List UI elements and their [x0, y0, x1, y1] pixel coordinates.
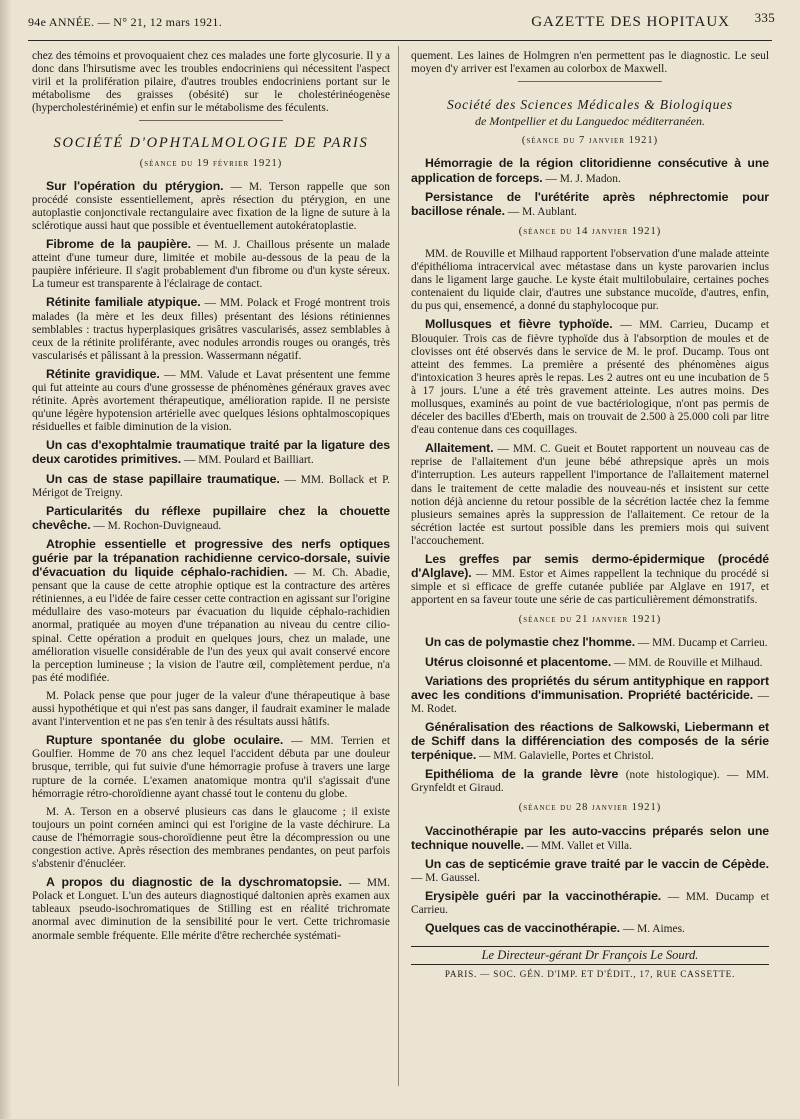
- article-title: Atrophie essentielle et progressive des nerfs optiques guérie par la trépanation rachidienne cervico-dorsale, suivie d'évacuation du liquide céphalo-rachidien.: [32, 536, 390, 580]
- article-entry: [32, 806, 390, 871]
- article-entry: [411, 191, 769, 219]
- article-body: — M. Gaussel.: [411, 871, 480, 884]
- article-entry: [32, 238, 390, 291]
- article-entry: [411, 553, 769, 607]
- article-entry: [32, 473, 390, 500]
- article-title: Un cas d'exophtalmie traumatique traité par la ligature des deux carotides primitives.: [32, 438, 390, 467]
- article-title: Persistance de l'urétérite après néphrectomie pour bacillose rénale.: [411, 189, 769, 218]
- society-subheading: de Montpellier et du Languedoc méditerranéen.: [475, 114, 705, 129]
- article-title: Particularités du réflexe pupillaire chez la chouette chevêche.: [32, 503, 390, 532]
- article-body: M. A. Terson en a observé plusieurs cas dans le glaucome ; il existe toujours un point cornéen aminci qui est l'origine de la vaste déchirure. La cause de l'hémorragie sous-choroïdienne peut être la décompression ou une congestion active. Après résection des membranes pendantes, on peut parfois s'abstenir d'énucléer.: [32, 805, 390, 871]
- article-body: — M. Terson rappelle que son procédé consiste essentiellement, après résection du ptérygion, en une autoplastie conjonctivale rectangulaire avec fixation de la ligne de suture à la sclérotique aussi haut que possible et éventuellement autokératoplastie.: [32, 180, 390, 232]
- article-body: — M. Rodet.: [411, 689, 769, 715]
- article-body: — M. Aimes.: [620, 923, 685, 936]
- printer-line: PARIS. — SOC. GÉN. D'IMP. ET D'ÉDIT., 17, RUE CASSETTE.: [411, 964, 769, 981]
- article-entry: [32, 296, 390, 362]
- running-header: [28, 10, 775, 36]
- article-title: Allaitement.: [425, 441, 494, 456]
- article-body: — MM. Polack et Longuet. L'un des auteurs diagnostiqué daltonien après examen aux tableaux pseudo-isochromatiques de Stilling est en réalité trichromate anormal avec diminution de la sensibilité pour le vert. Cette trichromasie anormale semble fréquente. Elle mérite d'être recherchée systémati-: [32, 877, 390, 942]
- article-title: Vaccinothérapie par les auto-vaccins préparés selon une technique nouvelle.: [411, 823, 769, 852]
- article-entry: [411, 656, 769, 670]
- article-body: — M. Aublant.: [505, 205, 577, 218]
- article-title: Un cas de stase papillaire traumatique.: [46, 471, 280, 486]
- article-entry: [411, 858, 769, 885]
- continuation-paragraph: quement. Les laines de Holmgren n'en permettent pas le diagnostic. Le seul moyen d'y arriver est l'examen au colorbox de Maxwell.: [411, 50, 769, 76]
- article-entry: [411, 721, 769, 763]
- article-title: Quelques cas de vaccinothérapie.: [425, 921, 620, 936]
- column-divider: [398, 46, 399, 1086]
- article-body: MM. de Rouville et Milhaud rapportent l'observation d'une malade atteinte d'épithélioma intracervical avec métastase dans un kyste parovarien inclus dans le ligament large gauche. Le kyste était multilobulaire, certaines poches contenaient du liquide clair, d'autres une substance mucoïde, d'autres, enfin, du pus qui, ensemencé, a donné du staphylocoque pur.: [411, 247, 769, 313]
- session-date: (séance du 21 janvier 1921): [518, 614, 662, 626]
- article-title: Rétinite gravidique.: [46, 366, 160, 381]
- article-entry: [32, 505, 390, 533]
- article-title: Fibrome de la paupière.: [46, 237, 191, 252]
- section-separator: [518, 81, 661, 82]
- session-date: (séance du 7 janvier 1921): [521, 135, 659, 147]
- article-body: M. Polack pense que pour juger de la valeur d'une thérapeutique à base aussi hypothétique et qui n'est pas sans danger, il faudrait examiner le malade avant l'intervention et ne pas s'en tenir à des résultats aussi hâtifs.: [32, 689, 390, 729]
- article-title: Hémorragie de la région clitoridienne consécutive à une application de forceps.: [411, 156, 769, 185]
- article-entry: [32, 538, 390, 685]
- article-title: A propos du diagnostic de la dyschromatopsie.: [46, 875, 342, 890]
- article-title: Un cas de septicémie grave traité par le vaccin de Cépède.: [425, 856, 769, 871]
- article-title: Généralisation des réactions de Salkowski, Liebermann et de Schiff dans la différenciation des composés de la série terpénique.: [411, 719, 769, 763]
- section-separator: [139, 120, 282, 121]
- article-entry: [32, 368, 390, 434]
- issue-line: 94e ANNÉE. — N° 21, 12 mars 1921.: [28, 15, 223, 29]
- article-title: Sur l'opération du ptérygion.: [46, 178, 224, 193]
- article-body: — MM. Bollack et P. Mérigot de Treigny.: [32, 473, 390, 499]
- header-rule: [28, 40, 772, 41]
- article-body: — MM. Poulard et Bailliart.: [181, 454, 314, 467]
- right-column: [411, 50, 769, 981]
- article-body: — MM. Vallet et Villa.: [523, 839, 632, 852]
- article-entry: [411, 157, 769, 185]
- article-body: — MM. Valude et Lavat présentent une femme qui fut atteinte au cours d'une grossesse de phénomènes généraux graves avec rétinite. Après avortement thérapeutique, amélioration rapide. Il ne persiste qu'une légère hypotension artérielle avec quelques lésions ophtalmoscopiques résiduelles et faible diminution de la vision.: [32, 368, 390, 434]
- article-title: Erysipèle guéri par la vaccinothérapie.: [425, 888, 662, 903]
- article-body: — M. J. Chaillous présente un malade atteint d'une tumeur dure, limitée et mobile au-dessous de la peau de la paupière inférieure. Il s'agit probablement d'un fibrome ou d'un kyste séreux. La tumeur est transparente à l'éclairage de contact.: [32, 239, 390, 291]
- article-body: — MM. C. Gueit et Boutet rapportent un nouveau cas de reprise de l'allaitement d'un jeune bébé athrepsique après un mois d'interruption. Les auteurs rappellent l'importance de l'allaitement maternel dans le traitement de cette maladie des nouveau-nés et insistent sur cette notion déjà ancienne du retour possible de la sécrétion lactée chez la femme plusieurs semaines après la suppression de l'allaitement. Ce retour de la sécrétion lactée est surtout possible dans les premiers mois qui suivent l'accouchement.: [411, 443, 769, 547]
- article-body: — MM. Ducamp et Carrieu.: [411, 890, 769, 916]
- article-body: — M. Ch. Abadie, pensant que la cause de cette atrophie optique est la contracture des artères rétiniennes, a eu l'idée de faire cesser cette contraction en agissant sur l'origine médullaire des vaso-moteurs par évacuation du liquide céphalo-rachidien anormal, pratiquée au moyen d'une trépanation au niveau du centre cilio-spinal. Cette opération a produit en quelques jours, chez un malade, une amélioration visuelle considérable de l'un des yeux qui avait conservé encore la perception lumineuse ; la vision de l'autre œil, complètement perdue, n'a pas été modifiée.: [32, 567, 391, 684]
- page-edge-shadow: [0, 0, 12, 1119]
- article-body: — MM. Estor et Aimes rappellent la technique du procédé si simple et si efficace de greffe cutanée publiée par Alglave en 1917, et apportent en sa faveur toute une série de cas particulièrement démonstratifs.: [411, 568, 769, 607]
- article-list: [32, 180, 390, 943]
- society-heading: Société des Sciences Médicales & Biologiques: [447, 97, 733, 113]
- article-entry: [32, 690, 390, 729]
- left-column: [32, 50, 390, 945]
- article-entry: [32, 439, 390, 467]
- article-entry: [411, 248, 769, 313]
- article-body: — MM. Terrien et Goulfier. Homme de 70 ans chez lequel l'accident débuta par une douleur brusque, terrible, qui fut suivie d'une hémorragie profuse à travers une large rupture de la cornée. L'examen anatomique montra qu'il s'agissait d'une hémorragie rétro-choroïdienne ayant chassé tout le contenu du globe.: [32, 735, 390, 800]
- article-title: Un cas de polymastie chez l'homme.: [425, 635, 636, 650]
- article-title: Les greffes par semis dermo-épidermique (procédé d'Alglave).: [411, 552, 769, 581]
- article-entry: [411, 318, 769, 437]
- article-body: — M. J. Madon.: [542, 172, 621, 185]
- session-date: (séance du 14 janvier 1921): [518, 225, 662, 237]
- article-title: Utérus cloisonné et placentome.: [425, 654, 612, 669]
- article-entry: [411, 442, 769, 548]
- article-title: Mollusques et fièvre typhoïde.: [425, 317, 613, 332]
- article-title: Variations des propriétés du sérum antityphique en rapport avec les conditions d'immunisation. Propriété bactéricide.: [411, 673, 769, 702]
- article-entry: [411, 675, 769, 716]
- article-body: (note histologique). — MM. Grynfeldt et Giraud.: [411, 769, 769, 795]
- article-entry: [411, 825, 769, 853]
- article-title: Rupture spontanée du globe oculaire.: [46, 733, 284, 748]
- article-entry: [32, 734, 390, 800]
- article-body: — M. Rochon-Duvigneaud.: [90, 519, 222, 532]
- director-line: Le Directeur-gérant Dr François Le Sourd.: [481, 948, 699, 963]
- article-body: — MM. Ducamp et Carrieu.: [635, 637, 768, 650]
- article-entry: [32, 180, 390, 233]
- article-entry: [411, 636, 769, 650]
- article-body: — MM. Carrieu, Ducamp et Blouquier. Trois cas de fièvre typhoïde dus à l'absorption de moules et de clovisses ont été observés dans le service de M. le prof. Ducamp. Tous ont atteint des femmes. La première a présenté des phénomènes aigus d'intoxication 3 heures après le repas. Les 2 autres ont eu une incubation de 5 à 17 jours. L'une a été très gravement atteinte. Les autres moins. Des mollusques, examinés au point de vue bactériologique, n'ont pas permis de déceler des bacilles d'Eberth, mais on trouvait de 2.500 à 25.000 coli par litre d'eau contenue dans ces coquillages.: [411, 319, 770, 437]
- footer-rule: [411, 946, 769, 947]
- session-date: (séance du 19 février 1921): [139, 157, 283, 169]
- article-title: Epithélioma de la grande lèvre: [425, 767, 619, 782]
- article-body: — MM. Polack et Frogé montrent trois malades (la mère et les deux filles) présentant des lésions rétiniennes semblables : tractus hyperplasiques grisâtres vascularisés, assez semblables à ceux de la rétinite proliférante, avec nodules arrondis rouges ou orangés, très vascularisés et pâlissant à la pression. Wassermann négatif.: [32, 297, 390, 362]
- article-entry: [411, 922, 769, 936]
- article-entry: [32, 876, 390, 942]
- article-body: — MM. Galavielle, Portes et Christol.: [476, 750, 654, 763]
- society-heading: SOCIÉTÉ D'OPHTALMOLOGIE DE PARIS: [53, 135, 369, 152]
- session-list: [411, 134, 769, 936]
- article-title: Rétinite familiale atypique.: [46, 295, 201, 310]
- session-date: (séance du 28 janvier 1921): [518, 802, 662, 814]
- article-body: — MM. de Rouville et Milhaud.: [611, 656, 763, 669]
- page-number: 335: [754, 10, 775, 25]
- journal-title: GAZETTE DES HOPITAUX: [531, 14, 730, 30]
- article-entry: [411, 768, 769, 795]
- intro-paragraph: chez des témoins et provoquaient chez ces malades une forte glycosurie. Il y a donc dans l'hirsutisme avec les troubles endocriniens qui nécessitent l'aspect viril et la prolifération pilaire, d'autres troubles endocriniens portant sur le métabolisme des graisses (obésité) sur le cholestérinéogenèse (hypercholestérinémie) et enfin sur le métabolisme des féculents.: [32, 50, 390, 115]
- article-entry: [411, 890, 769, 917]
